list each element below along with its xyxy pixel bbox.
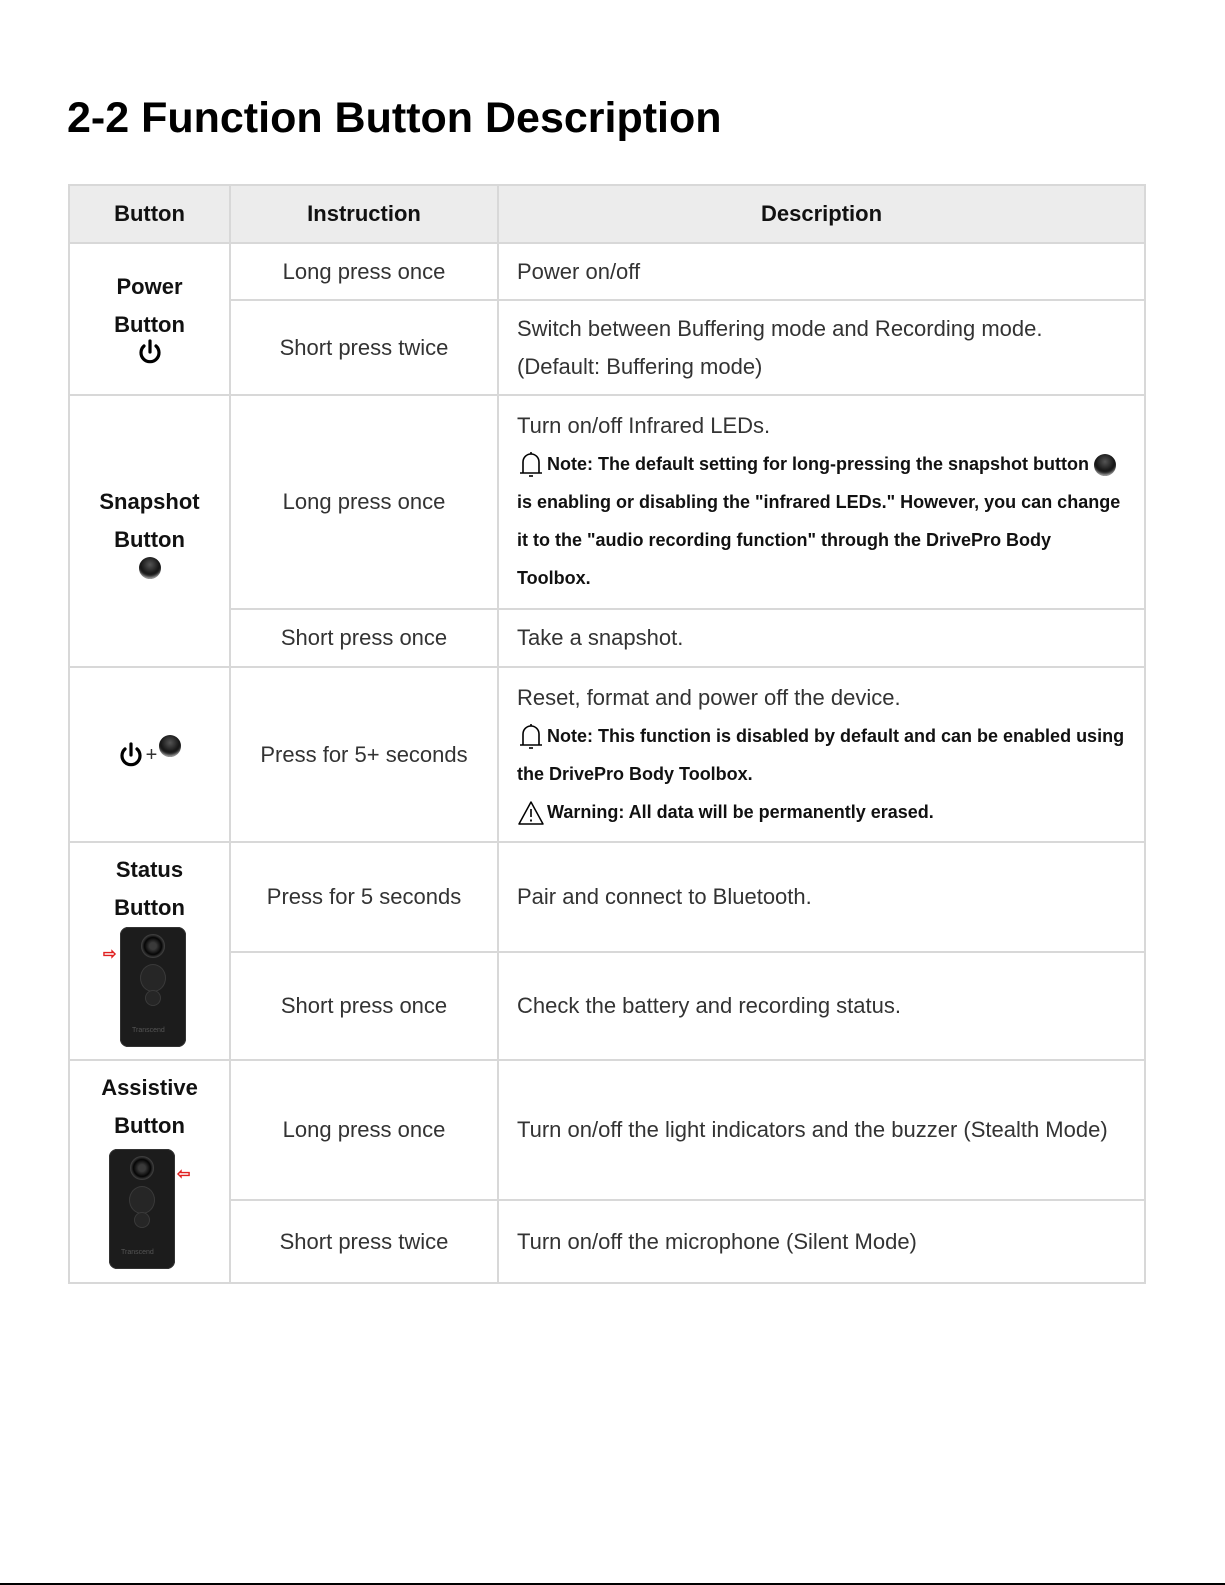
- note-text: Note: This function is disabled by default and can be enabled using the DrivePro Body Toolbox.: [517, 717, 1126, 793]
- table-row: [69, 609, 1145, 667]
- table-row: [69, 952, 1145, 1060]
- table-row: [69, 300, 1145, 395]
- camera-brand: Transcend: [121, 1249, 154, 1256]
- body-camera-image: [120, 927, 186, 1047]
- table-header-row: [69, 185, 1145, 243]
- description-cell: Power on/off: [498, 243, 1145, 300]
- table-row: [69, 1200, 1145, 1283]
- camera-snapshot-button: [146, 991, 160, 1005]
- table-row: [69, 667, 1145, 842]
- camera-brand: Transcend: [132, 1027, 165, 1034]
- description-cell: Pair and connect to Bluetooth.: [498, 842, 1145, 952]
- status-button-cell: [69, 842, 230, 1060]
- warning-text: Warning: All data will be permanently erased.: [517, 793, 1126, 831]
- assistive-button-cell: [69, 1060, 230, 1283]
- description-cell: [498, 667, 1145, 842]
- bell-icon: [517, 721, 545, 753]
- camera-lens: [141, 934, 165, 958]
- warning-triangle-icon: [517, 800, 545, 826]
- instruction-cell: Long press once: [230, 243, 498, 300]
- description-line: Switch between Buffering mode and Recording mode.: [517, 315, 1043, 341]
- instruction-cell: Short press twice: [230, 1200, 498, 1283]
- arrow-right-icon: ⇨: [103, 946, 117, 963]
- button-label: Assistive: [101, 1075, 198, 1100]
- body-camera-image: [109, 1149, 175, 1269]
- camera-power-button: [130, 1187, 154, 1213]
- button-label: Status: [115, 857, 184, 882]
- power-button-cell: [69, 243, 230, 395]
- description-cell: Turn on/off the microphone (Silent Mode): [498, 1200, 1145, 1283]
- description-cell: [498, 395, 1145, 609]
- description-cell: Take a snapshot.: [498, 609, 1145, 667]
- camera-snapshot-button: [135, 1213, 149, 1227]
- header-instruction: Instruction: [230, 185, 498, 243]
- table-row: [69, 842, 1145, 952]
- instruction-cell: Long press once: [230, 395, 498, 609]
- camera-power-button: [141, 965, 165, 991]
- description-cell: Check the battery and recording status.: [498, 952, 1145, 1060]
- instruction-cell: Press for 5+ seconds: [230, 667, 498, 842]
- button-label: Button: [114, 895, 185, 920]
- description-cell: Turn on/off the light indicators and the buzzer (Stealth Mode): [498, 1060, 1145, 1200]
- power-icon: [118, 741, 144, 769]
- bell-icon: [517, 449, 545, 481]
- function-button-table: [68, 184, 1146, 1284]
- button-label: Power: [116, 273, 183, 299]
- arrow-left-icon: ⇦: [177, 1166, 191, 1183]
- header-button: Button: [69, 185, 230, 243]
- snapshot-button-icon: [139, 557, 161, 579]
- table-row: [69, 395, 1145, 609]
- description-line: (Default: Buffering mode): [517, 353, 763, 379]
- button-label: Button: [114, 1113, 185, 1138]
- button-label: Snapshot: [99, 488, 200, 514]
- snapshot-button-cell: [69, 395, 230, 667]
- button-label: Button: [114, 311, 185, 337]
- note-text: Note: The default setting for long-pressing the snapshot button is enabling or disabling the "infrared LEDs." However, you can change it to the "audio recording function" through the DrivePro Body Toolbox.: [517, 445, 1126, 597]
- button-label: Button: [114, 526, 185, 552]
- instruction-cell: Press for 5 seconds: [230, 842, 498, 952]
- table-row: [69, 1060, 1145, 1200]
- description-line: Reset, format and power off the device.: [517, 684, 901, 710]
- description-cell: [498, 300, 1145, 395]
- page-title: 2-2 Function Button Description: [67, 94, 722, 142]
- header-description: Description: [498, 185, 1145, 243]
- camera-lens: [130, 1156, 154, 1180]
- instruction-cell: Short press once: [230, 952, 498, 1060]
- snapshot-button-icon: [1094, 454, 1116, 476]
- instruction-cell: Short press twice: [230, 300, 498, 395]
- snapshot-button-icon: [159, 735, 181, 757]
- description-line: Turn on/off Infrared LEDs.: [517, 413, 771, 438]
- instruction-cell: Short press once: [230, 609, 498, 667]
- power-icon: [137, 338, 163, 366]
- table-row: [69, 243, 1145, 300]
- power-plus-snapshot-cell: [69, 667, 230, 842]
- plus-sign: +: [145, 744, 158, 766]
- instruction-cell: Long press once: [230, 1060, 498, 1200]
